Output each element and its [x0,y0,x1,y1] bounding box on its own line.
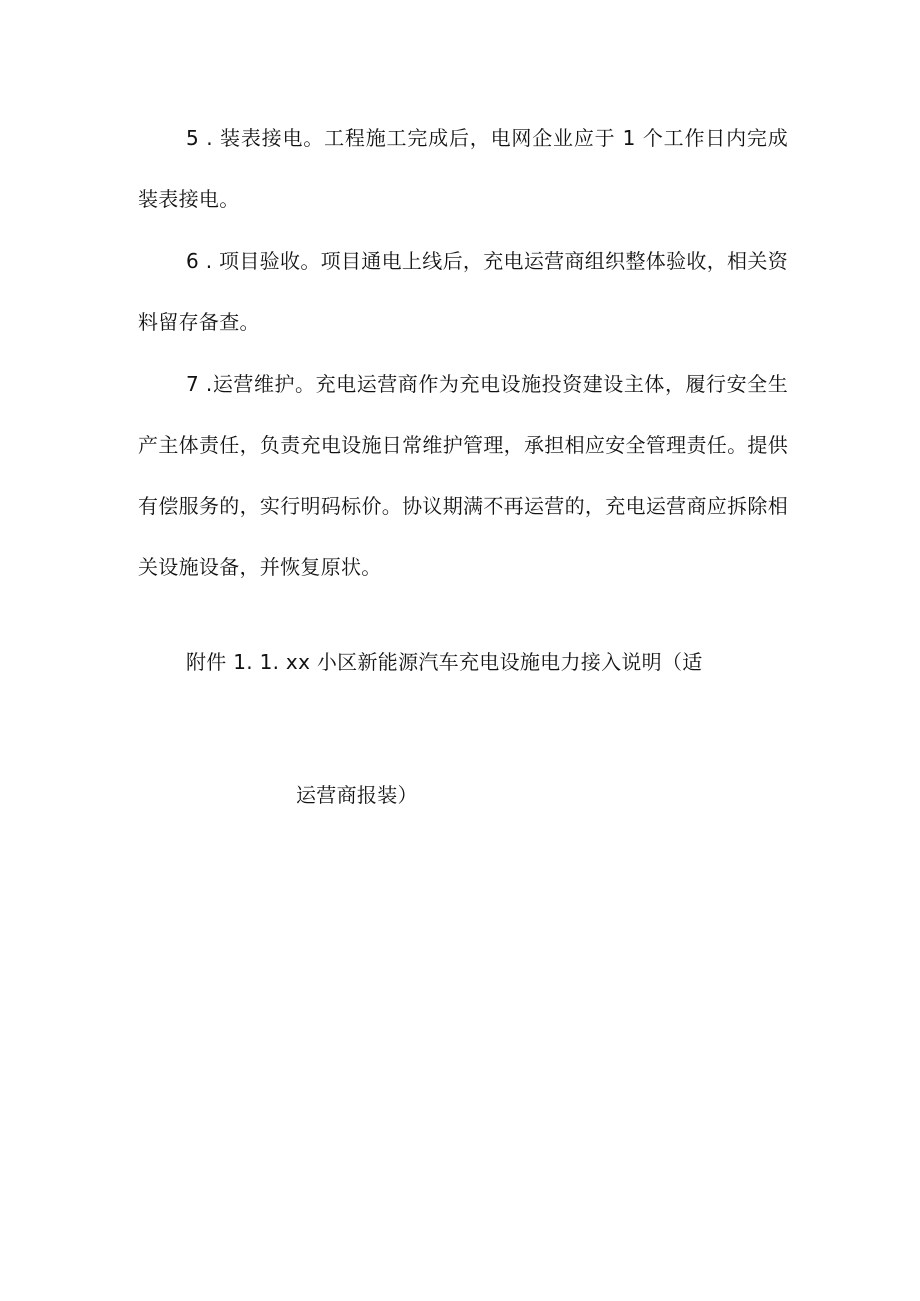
paragraph-item-6: 6 . 项目验收。项目通电上线后，充电运营商组织整体验收，相关资料留存备查。 [138,249,788,334]
attachment-title-line2: 运营商报装） [296,783,418,807]
paragraph-item-7: 7 .运营维护。充电运营商作为充电设施投资建设主体，履行安全生产主体责任，负责充电设施日常维护管理，承担相应安全管理责任。提供有偿服务的，实行明码标价。协议期满不再运营的，充电运营商应拆除相关设施设备，并恢复原状。 [138,372,788,579]
attachment-title-line1: 附件 1. 1. xx 小区新能源汽车充电设施电力接入说明（适 [186,650,703,674]
paragraph-item-5: 5 . 装表接电。工程施工完成后，电网企业应于 1 个工作日内完成装表接电。 [138,126,788,211]
